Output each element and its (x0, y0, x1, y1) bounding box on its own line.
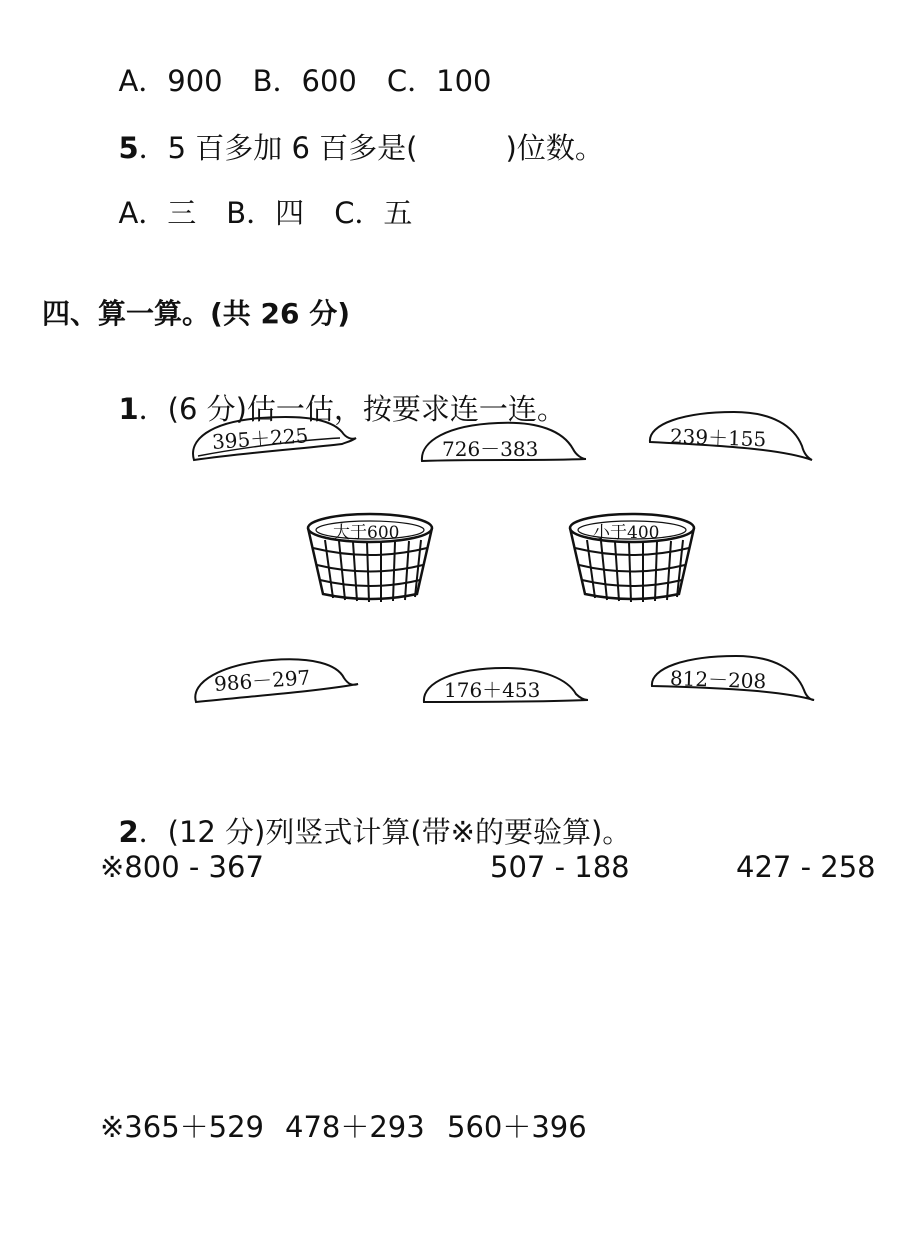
option-b: B．600 (252, 64, 357, 98)
question-text-start: ．5 百多加 6 百多是( (138, 131, 418, 165)
basket-label: 大于600 (333, 523, 400, 543)
leaf-expression: 726－383 (442, 437, 539, 461)
basket[interactable] (567, 510, 697, 605)
calc-item: 478＋293 (285, 1110, 425, 1144)
part-2-prompt (100, 789, 631, 847)
calc-item: 507 - 188 (490, 850, 630, 884)
leaf-card[interactable] (644, 406, 814, 464)
leaf-card[interactable] (646, 650, 816, 706)
q4-options (100, 38, 492, 96)
leaf-card[interactable] (418, 415, 588, 471)
question-5 (100, 105, 604, 163)
calc-item: ※365＋529 (100, 1110, 265, 1144)
calc-item: 560＋396 (447, 1110, 587, 1144)
option-c: C．100 (386, 64, 492, 98)
leaf-card[interactable] (192, 652, 362, 708)
calc-item: ※800 - 367 (100, 850, 264, 884)
option-c: C．五 (334, 196, 413, 230)
leaf-expression: 986－297 (213, 665, 312, 696)
part-number: 1 (118, 392, 139, 426)
leaf-expression: 176＋453 (444, 678, 541, 702)
option-a: A．900 (118, 64, 223, 98)
calc-item: 427 - 258 (736, 850, 876, 884)
q5-options (100, 170, 412, 228)
basket-label: 小于400 (593, 523, 660, 543)
option-b: B．四 (226, 196, 305, 230)
option-a: A．三 (118, 196, 197, 230)
part-text: ．(6 分)估一估，按要求连一连。 (138, 392, 566, 426)
leaf-card[interactable] (190, 410, 360, 470)
leaf-card[interactable] (420, 660, 590, 710)
leaf-expression: 812－208 (669, 666, 767, 694)
leaf-expression: 395＋225 (211, 423, 310, 454)
part-text: ．(12 分)列竖式计算(带※的要验算)。 (138, 815, 632, 849)
section-title: 四、算一算。(共 26 分) (42, 297, 351, 330)
leaf-expression: 239＋155 (669, 424, 767, 452)
question-text-end: )位数。 (505, 131, 604, 165)
question-number: 5 (118, 131, 139, 165)
part-number: 2 (118, 815, 139, 849)
basket[interactable] (305, 510, 435, 605)
